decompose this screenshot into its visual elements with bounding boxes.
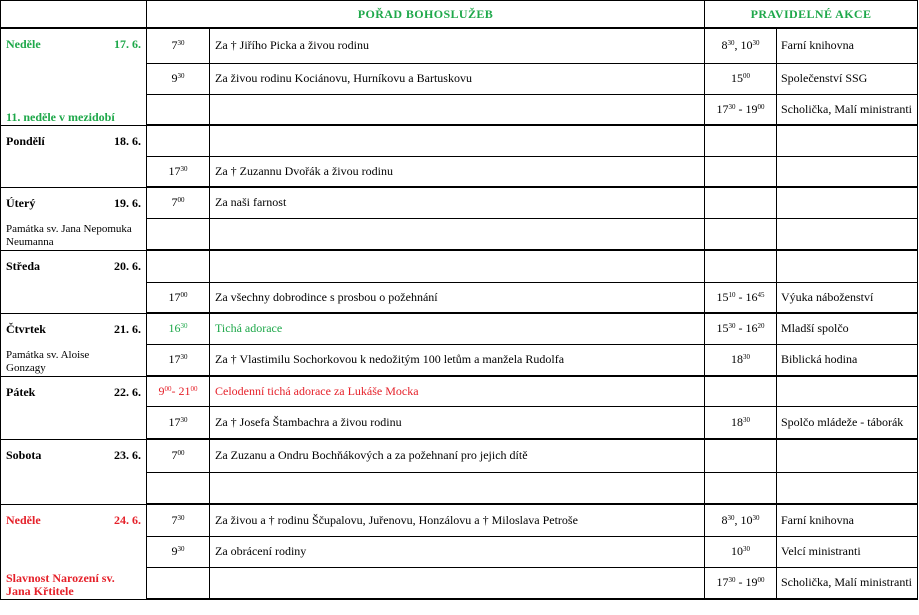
mass-intention: Za naši farnost [210,187,705,218]
mass-intention: Za † Zuzannu Dvořák a živou rodinu [210,156,705,187]
day-name: Sobota [6,447,42,462]
mass-time: $7^{30}$ [147,28,210,63]
day-header [1,377,146,399]
day-cell [1,439,147,504]
day-header [1,505,146,527]
mass-intention [210,472,705,504]
schedule-row [1,313,918,344]
mass-intention: Za Zuzanu a Ondru Bochňákových a za požehnaní pro jejich dítě [210,439,705,472]
mass-intention: Za † Jiřího Picka a živou rodinu [210,28,705,63]
mass-time: $9^{00}-$ $21^{00}$ [147,376,210,406]
mass-time: $16^{30}$ [147,313,210,344]
services-title: POŘAD BOHOSLUŽEB [147,1,705,29]
mass-time: $7^{30}$ [147,504,210,536]
day-name: Pondělí [6,133,45,148]
activity-time [705,125,777,156]
mass-intention: Za živou rodinu Kociánovu, Hurníkovu a Bartuskovu [210,63,705,94]
mass-time: $17^{00}$ [147,282,210,313]
activity-name [777,125,918,156]
schedule-row [1,376,918,406]
activity-time: $18^{30}$ [705,406,777,439]
activity-time [705,376,777,406]
mass-time: $9^{30}$ [147,63,210,94]
day-cell [1,28,147,125]
activity-name [777,439,918,472]
day-note: Památka sv. Jana Nepomuka Neumanna [6,222,132,248]
activity-time [705,218,777,250]
mass-time: $7^{00}$ [147,187,210,218]
activity-time: $18^{30}$ [705,344,777,376]
activity-name [777,376,918,406]
day-header [1,188,146,210]
day-cell [1,504,147,599]
schedule-row [1,250,918,282]
day-name: Neděle [6,512,41,527]
activity-name: Farní knihovna [777,28,918,63]
day-date: 20. 6. [114,258,141,273]
activity-time [705,250,777,282]
activity-name [777,156,918,187]
day-cell [1,125,147,187]
activity-time [705,472,777,504]
mass-intention [210,218,705,250]
header-row [1,1,918,29]
schedule-row [1,504,918,536]
day-date: 22. 6. [114,384,141,399]
mass-intention [210,567,705,599]
activity-name [777,472,918,504]
day-date: 19. 6. [114,195,141,210]
day-header [1,251,146,273]
mass-time: $7^{00}$ [147,439,210,472]
mass-time: $17^{30}$ [147,406,210,439]
day-name: Pátek [6,384,36,399]
mass-intention [210,250,705,282]
mass-intention: Za † Josefa Štambachra a živou rodinu [210,406,705,439]
mass-time [147,218,210,250]
mass-intention: Za obrácení rodiny [210,536,705,567]
day-date: 24. 6. [114,512,141,527]
schedule-row [1,439,918,472]
activity-time: $15^{30} - 16^{20}$ [705,313,777,344]
mass-intention [210,125,705,156]
activity-name [777,250,918,282]
day-name: Středa [6,258,40,273]
activity-name: Mladší spolčo [777,313,918,344]
day-note: 11. neděle v mezidobí [6,109,115,124]
day-header [1,126,146,148]
activity-name [777,187,918,218]
mass-time: $17^{30}$ [147,344,210,376]
activity-time: $8^{30}$, $10^{30}$ [705,28,777,63]
mass-time [147,250,210,282]
schedule-row [1,125,918,156]
mass-time [147,125,210,156]
day-note: Památka sv. Aloise Gonzagy [6,348,90,374]
activity-time: $17^{30} - 19^{00}$ [705,94,777,125]
day-cell [1,187,147,250]
day-note: Slavnost Narození sv. Jana Křtitele [6,570,115,598]
mass-time: $9^{30}$ [147,536,210,567]
mass-time [147,94,210,125]
day-header [1,29,146,51]
mass-intention: Za všechny dobrodince s prosbou o požehnání [210,282,705,313]
schedule-row [1,187,918,218]
day-date: 18. 6. [114,133,141,148]
mass-time [147,567,210,599]
day-header [1,440,146,462]
activity-name: Biblická hodina [777,344,918,376]
day-name: Úterý [6,195,36,210]
mass-intention [210,94,705,125]
activity-name: Scholička, Malí ministranti [777,94,918,125]
day-header [1,314,146,336]
mass-intention: Za † Vlastimilu Sochorkovou k nedožitým 100 letům a manžela Rudolfa [210,344,705,376]
day-date: 17. 6. [114,37,141,51]
activity-name: Velcí ministranti [777,536,918,567]
activity-name: Společenství SSG [777,63,918,94]
mass-time [147,472,210,504]
activity-time: $8^{30}$, $10^{30}$ [705,504,777,536]
activity-name: Scholička, Malí ministranti [777,567,918,599]
day-name: Neděle [6,37,41,51]
activity-time [705,156,777,187]
mass-intention: Celodenní tichá adorace za Lukáše Mocka [210,376,705,406]
mass-intention: Tichá adorace [210,313,705,344]
activity-name: Farní knihovna [777,504,918,536]
activity-time: $15^{10} - 16^{45}$ [705,282,777,313]
activity-time: $17^{30} - 19^{00}$ [705,567,777,599]
header-empty-cell [1,1,147,29]
day-date: 21. 6. [114,321,141,336]
activity-name: Výuka náboženství [777,282,918,313]
activity-time: $15^{00}$ [705,63,777,94]
mass-time: $17^{30}$ [147,156,210,187]
day-cell [1,376,147,439]
activity-time [705,187,777,218]
activity-time: $10^{30}$ [705,536,777,567]
day-cell [1,313,147,376]
day-date: 23. 6. [114,447,141,462]
activity-time [705,439,777,472]
activity-name: Spolčo mládeže - táborák [777,406,918,439]
day-cell [1,250,147,313]
schedule-row [1,28,918,63]
activities-title: PRAVIDELNÉ AKCE [705,1,918,29]
day-name: Čtvrtek [6,321,46,336]
activity-name [777,218,918,250]
mass-intention: Za živou a † rodinu Ščupalovu, Juřenovu, Honzálovu a † Miloslava Petroše [210,504,705,536]
